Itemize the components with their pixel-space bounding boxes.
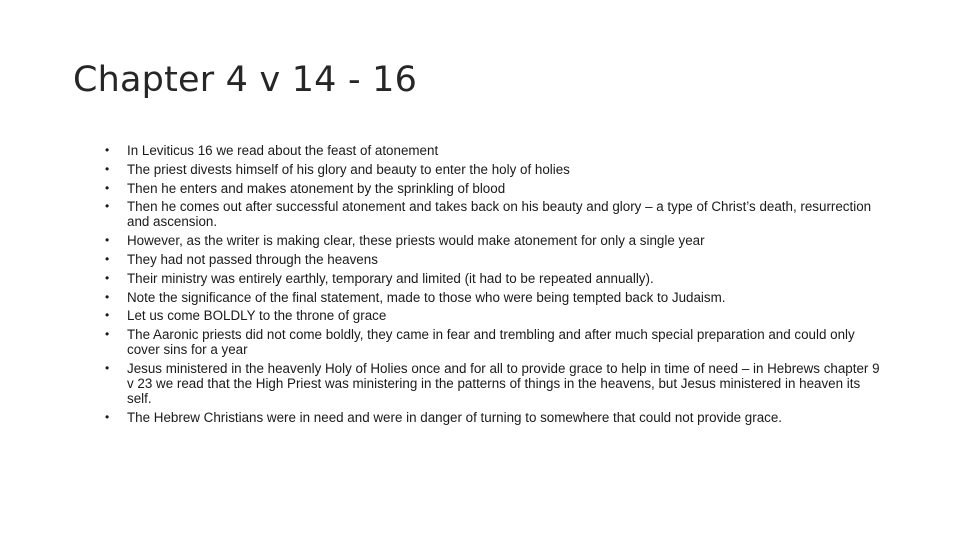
- bullet-text: Note the significance of the final statement, made to those who were being tempted back to Judaism.: [127, 289, 726, 305]
- bullet-icon: •: [105, 161, 110, 176]
- bullet-text: However, as the writer is making clear, these priests would make atonement for only a single year: [127, 233, 705, 249]
- bullet-icon: •: [105, 143, 110, 157]
- bullet-item: [105, 199, 885, 229]
- bullet-text: They had not passed through the heavens: [127, 251, 378, 267]
- bullet-icon: •: [105, 233, 110, 248]
- bullet-text: Then he comes out after successful atonement and takes back on his beauty and glory – a type of Christ’s death, resurrection and ascension.: [127, 199, 872, 230]
- slide-title: Chapter 4 v 14 - 16: [73, 60, 418, 100]
- bullet-item: [105, 271, 885, 286]
- bullet-text: The Aaronic priests did not come boldly, they came in fear and trembling and after much special preparation and could only cover sins for a year: [127, 327, 855, 358]
- bullet-icon: •: [105, 199, 110, 214]
- bullet-icon: •: [105, 251, 110, 266]
- bullet-item: [105, 327, 885, 357]
- bullet-list: [105, 143, 885, 429]
- bullet-text: In Leviticus 16 we read about the feast of atonement: [127, 143, 439, 158]
- bullet-item: [105, 181, 885, 196]
- bullet-icon: •: [105, 180, 110, 195]
- bullet-icon: •: [105, 327, 110, 342]
- bullet-icon: •: [105, 270, 110, 285]
- bullet-icon: •: [105, 360, 110, 375]
- bullet-item: [105, 308, 885, 323]
- bullet-icon: •: [105, 308, 110, 323]
- bullet-text: Then he enters and makes atonement by the sprinkling of blood: [127, 180, 506, 196]
- bullet-item: [105, 162, 885, 177]
- bullet-text: Their ministry was entirely earthly, temporary and limited (it had to be repeated annually).: [127, 270, 654, 286]
- bullet-item: [105, 143, 885, 158]
- bullet-item: [105, 290, 885, 305]
- bullet-item: [105, 233, 885, 248]
- bullet-text: Jesus ministered in the heavenly Holy of Holies once and for all to provide grace to help in time of need – in Hebrews chapter 9 v 23 we read that the High Priest was ministering in the patterns of things in the heavens, but Jesus ministered in heaven its self.: [127, 360, 880, 406]
- bullet-text: Let us come BOLDLY to the throne of grace: [127, 308, 387, 324]
- bullet-item: [105, 361, 885, 406]
- bullet-text: The priest divests himself of his glory and beauty to enter the holy of holies: [127, 161, 570, 177]
- bullet-icon: •: [105, 289, 110, 304]
- bullet-item: [105, 410, 885, 425]
- bullet-text: The Hebrew Christians were in need and were in danger of turning to somewhere that could not provide grace.: [127, 409, 783, 425]
- bullet-item: [105, 252, 885, 267]
- bullet-icon: •: [105, 409, 110, 424]
